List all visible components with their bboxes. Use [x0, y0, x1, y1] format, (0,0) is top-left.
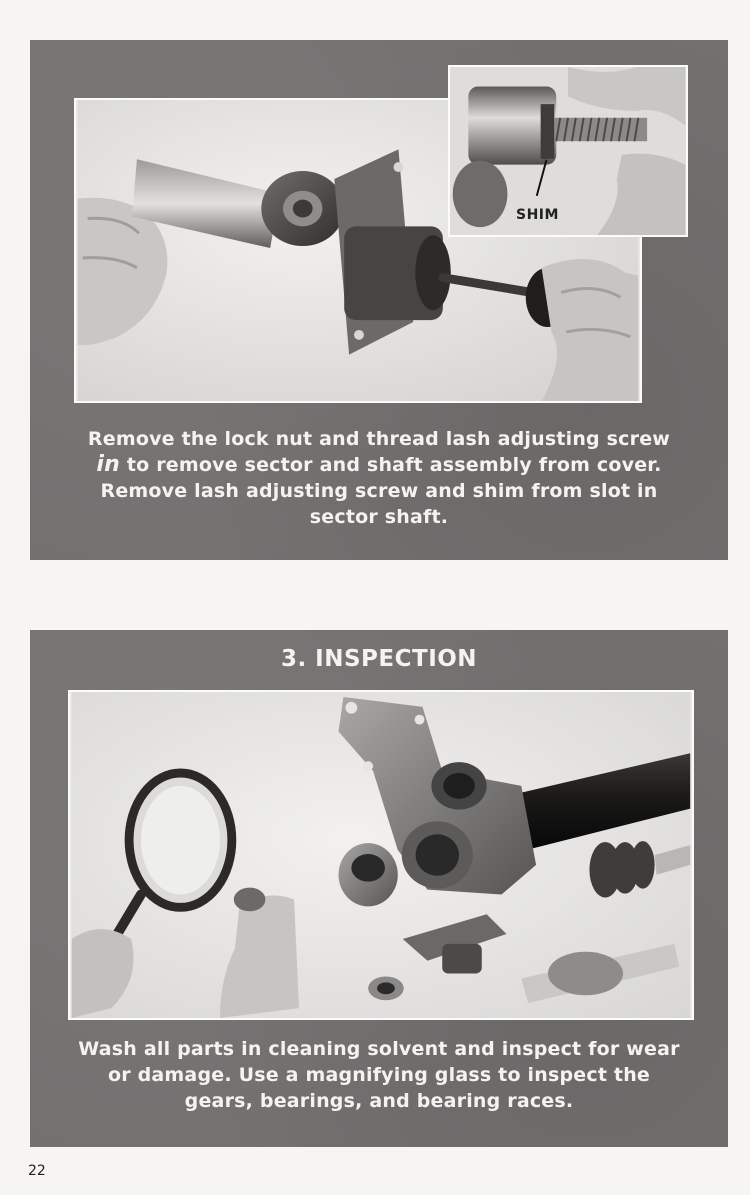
inspection-caption [30, 1036, 728, 1114]
inspection-illustration [70, 692, 692, 1018]
caption-line-2 [64, 452, 694, 478]
page-number: 22 [28, 1163, 46, 1179]
shim-inset-photo [448, 65, 688, 237]
caption-line-2-rest: to remove sector and shaft assembly from cover. [120, 454, 662, 476]
shim-inset-illustration [450, 67, 686, 235]
section-title: 3. INSPECTION [280, 646, 478, 672]
caption-line-3: Remove lash adjusting screw and shim from slot in [100, 480, 658, 502]
removal-caption [30, 426, 728, 530]
caption-line-1: Remove the lock nut and thread lash adjusting screw [87, 428, 671, 450]
removal-panel [30, 40, 728, 560]
caption-line-1: Wash all parts in cleaning solvent and inspect for wear [78, 1038, 680, 1060]
caption-line-2: or damage. Use a magnifying glass to inspect the [107, 1064, 651, 1086]
caption-emphasis: in [96, 452, 121, 477]
inspection-panel [30, 630, 728, 1147]
caption-line-4: sector shaft. [309, 506, 449, 528]
shim-label: SHIM [516, 207, 559, 223]
inspection-photo [68, 690, 694, 1020]
caption-line-3: gears, bearings, and bearing races. [184, 1090, 574, 1112]
